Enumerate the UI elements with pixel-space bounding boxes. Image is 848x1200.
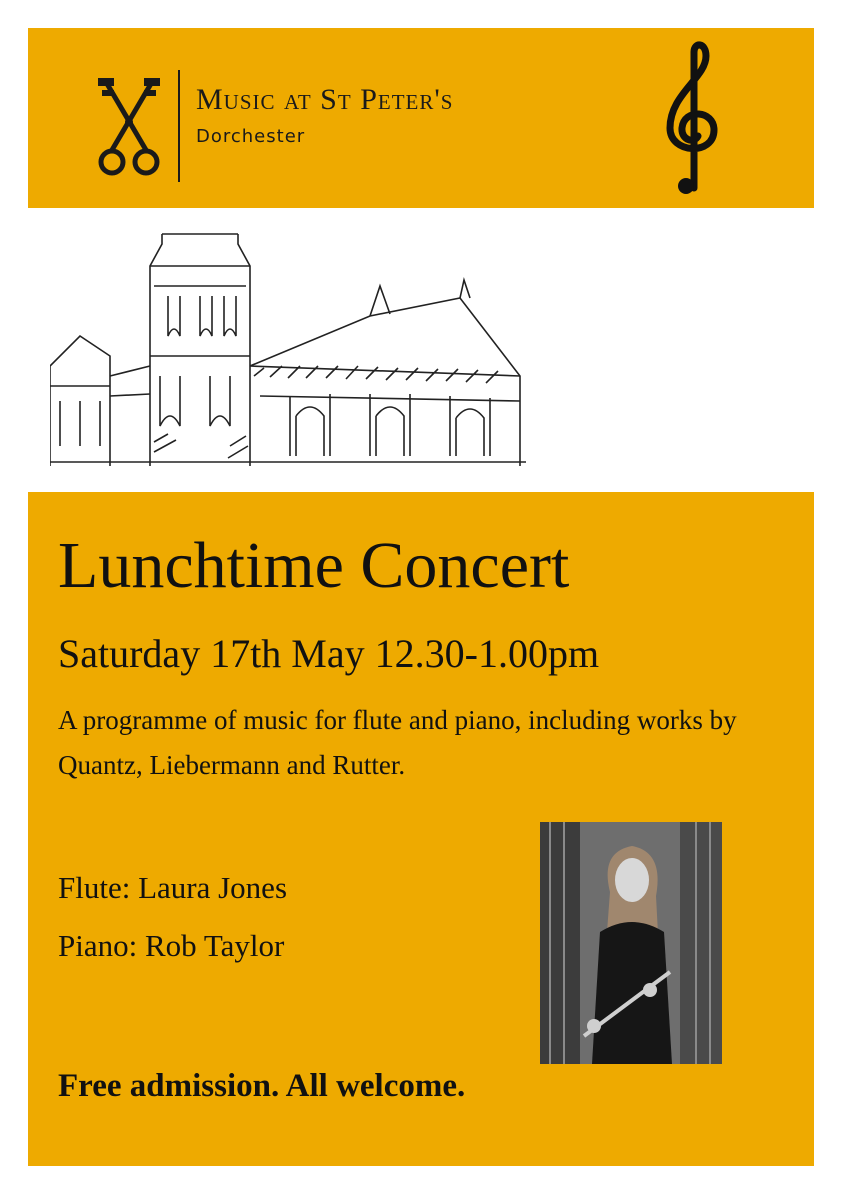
header-divider	[178, 70, 180, 182]
treble-clef-icon	[656, 38, 726, 200]
header-banner	[28, 28, 814, 208]
org-name: Music at St Peter's	[196, 83, 454, 116]
org-place: Dorchester	[196, 126, 306, 147]
performer-photo	[540, 822, 722, 1064]
concert-description: A programme of music for flute and piano, including works by Quantz, Liebermann and Rutter.	[58, 705, 737, 780]
performer-flute: Flute: Laura Jones	[58, 870, 288, 905]
crossed-keys-icon	[94, 72, 164, 184]
church-sketch	[50, 226, 526, 466]
concert-title: Lunchtime Concert	[58, 529, 570, 602]
performer-piano: Piano: Rob Taylor	[58, 928, 285, 963]
concert-panel	[28, 492, 814, 1166]
concert-date-time: Saturday 17th May 12.30-1.00pm	[58, 631, 600, 676]
admission-note: Free admission. All welcome.	[58, 1068, 466, 1104]
